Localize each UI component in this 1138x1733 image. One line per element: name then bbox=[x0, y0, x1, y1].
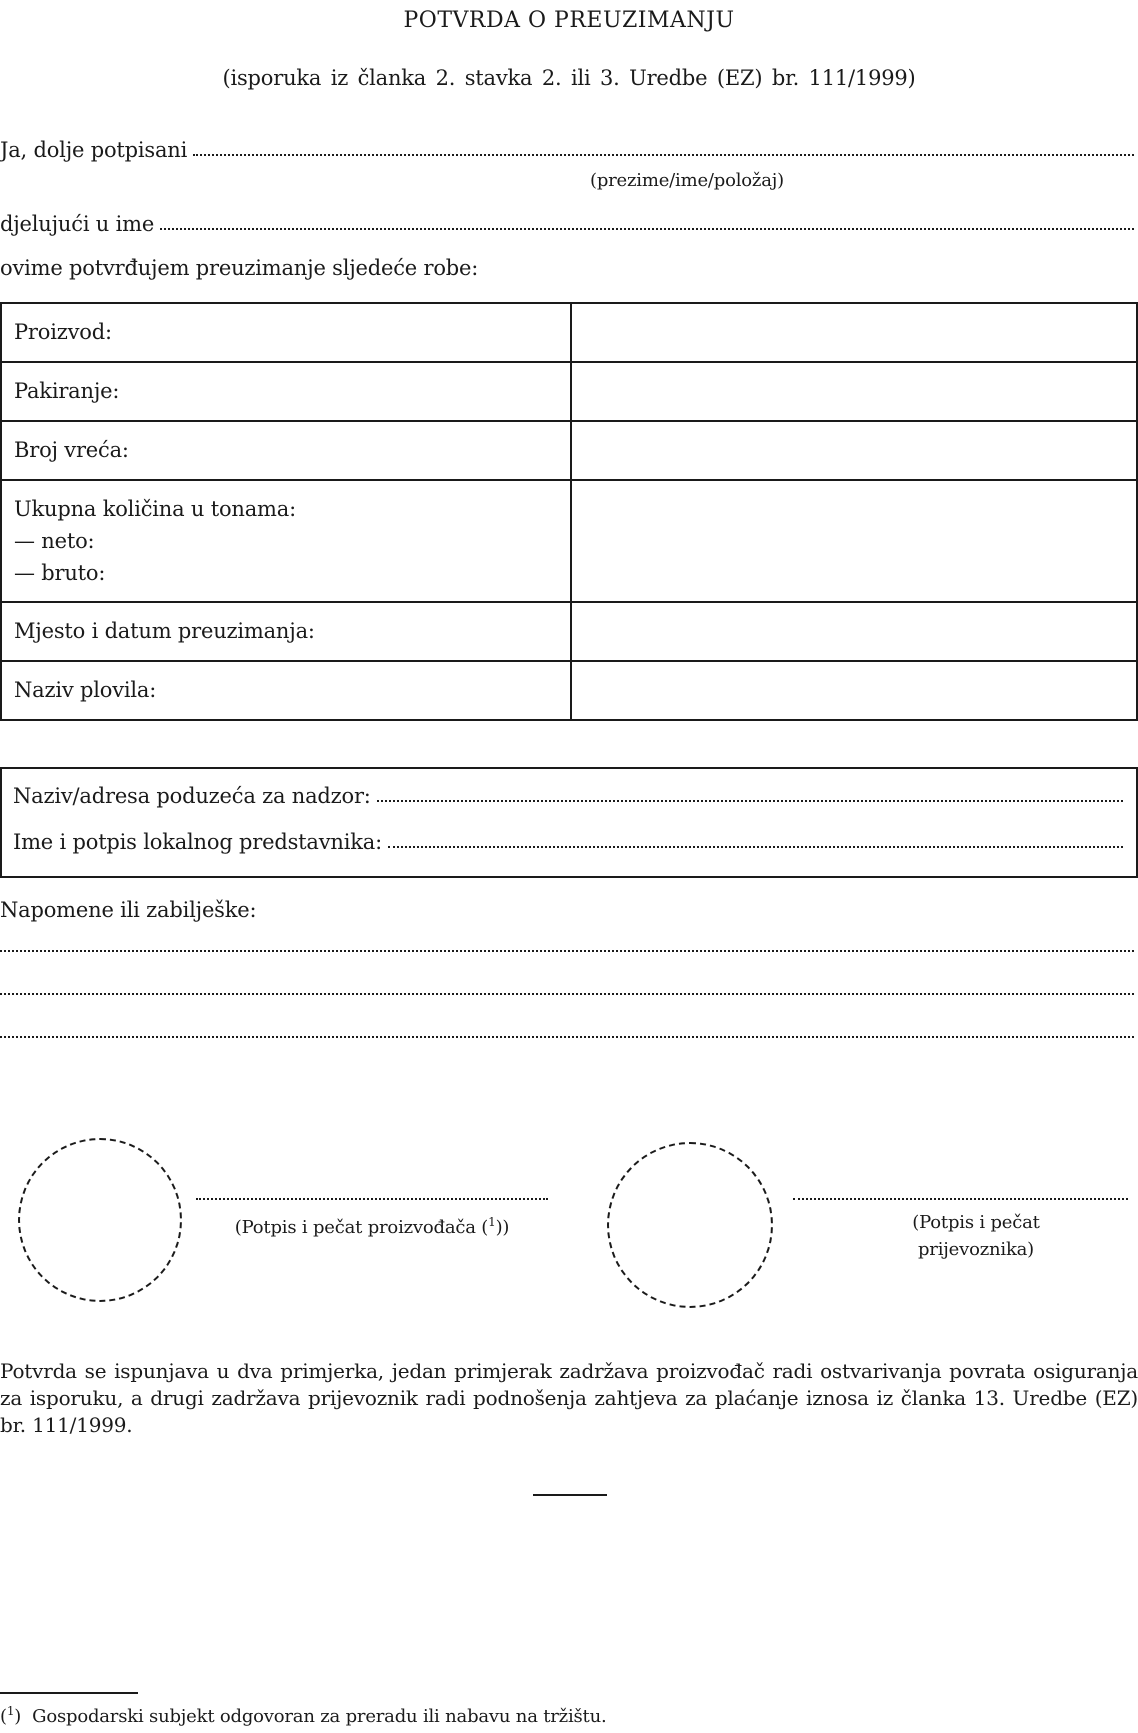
vessel-value-cell[interactable] bbox=[571, 661, 1137, 720]
notes-label: Napomene ili zabilješke: bbox=[0, 898, 257, 922]
acting-fill-line[interactable] bbox=[160, 228, 1134, 230]
footnote-rule bbox=[0, 1692, 138, 1694]
signatory-row bbox=[0, 138, 1134, 162]
document-title: POTVRDA O PREUZIMANJU bbox=[403, 8, 735, 33]
bags-label: Broj vreća: bbox=[14, 438, 129, 462]
closing-paragraph: Potvrda se ispunjava u dva primjerka, jedan primjerak zadržava proizvođač radi ostvarivanja povrata osiguranja za isporuku, a drugi zadržava prijevoznik radi podnošenja zahtjeva za plaćanje iznosa iz članka 13. Uredbe (EZ) br. 111/1999. bbox=[0, 1359, 1138, 1437]
confirm-text: ovime potvrđujem preuzimanje sljedeće robe: bbox=[0, 256, 479, 280]
company-label: Naziv/adresa poduzeća za nadzor: bbox=[13, 784, 371, 808]
producer-seal-circle bbox=[18, 1138, 182, 1302]
company-fill-line[interactable] bbox=[377, 800, 1123, 802]
table-row bbox=[1, 421, 1137, 480]
signatory-fill-line[interactable] bbox=[193, 154, 1134, 156]
gross-label: — bruto: bbox=[14, 561, 106, 585]
document-subtitle: (isporuka iz članka 2. stavka 2. ili 3. Uredbe (EZ) br. 111/1999) bbox=[222, 66, 916, 90]
table-row bbox=[1, 602, 1137, 661]
row-label-cell bbox=[1, 480, 571, 602]
quantity-value-cell[interactable] bbox=[571, 480, 1137, 602]
notes-line[interactable] bbox=[0, 993, 1134, 995]
representative-row bbox=[13, 830, 1123, 854]
company-row bbox=[13, 784, 1123, 808]
row-label-cell bbox=[1, 602, 571, 661]
carrier-seal-circle bbox=[607, 1142, 773, 1308]
quantity-label: Ukupna količina u tonama: bbox=[14, 497, 296, 521]
notes-line[interactable] bbox=[0, 1036, 1134, 1038]
section-divider bbox=[533, 1494, 607, 1496]
notes-line[interactable] bbox=[0, 950, 1134, 952]
row-label-cell bbox=[1, 303, 571, 362]
vessel-label: Naziv plovila: bbox=[14, 678, 157, 702]
place-date-value-cell[interactable] bbox=[571, 602, 1137, 661]
carrier-signature-line[interactable] bbox=[793, 1198, 1128, 1200]
table-row bbox=[1, 661, 1137, 720]
representative-fill-line[interactable] bbox=[388, 846, 1123, 848]
signatory-caption: (prezime/ime/položaj) bbox=[590, 170, 784, 191]
row-label-cell bbox=[1, 421, 571, 480]
acting-row bbox=[0, 212, 1134, 236]
packaging-label: Pakiranje: bbox=[14, 379, 120, 403]
producer-signature-caption: (Potpis i pečat proizvođača ($^1$)) bbox=[234, 1215, 510, 1238]
row-label-cell bbox=[1, 362, 571, 421]
representative-label: Ime i potpis lokalnog predstavnika: bbox=[13, 830, 382, 854]
product-value-cell[interactable] bbox=[571, 303, 1137, 362]
producer-signature-line[interactable] bbox=[196, 1198, 548, 1200]
bags-value-cell[interactable] bbox=[571, 421, 1137, 480]
goods-table bbox=[0, 302, 1138, 721]
table-row bbox=[1, 480, 1137, 602]
product-label: Proizvod: bbox=[14, 320, 112, 344]
acting-label: djelujući u ime bbox=[0, 212, 155, 236]
net-label: — neto: bbox=[14, 529, 95, 553]
place-date-label: Mjesto i datum preuzimanja: bbox=[14, 619, 315, 643]
carrier-signature-caption: (Potpis i pečat prijevoznika) bbox=[912, 1212, 1040, 1260]
footnote: ($^1$) Gospodarski subjekt odgovoran za preradu ili nabavu na tržištu. bbox=[0, 1704, 607, 1727]
packaging-value-cell[interactable] bbox=[571, 362, 1137, 421]
row-label-cell bbox=[1, 661, 571, 720]
signatory-label: Ja, dolje potpisani bbox=[0, 138, 188, 162]
table-row bbox=[1, 362, 1137, 421]
table-row bbox=[1, 303, 1137, 362]
